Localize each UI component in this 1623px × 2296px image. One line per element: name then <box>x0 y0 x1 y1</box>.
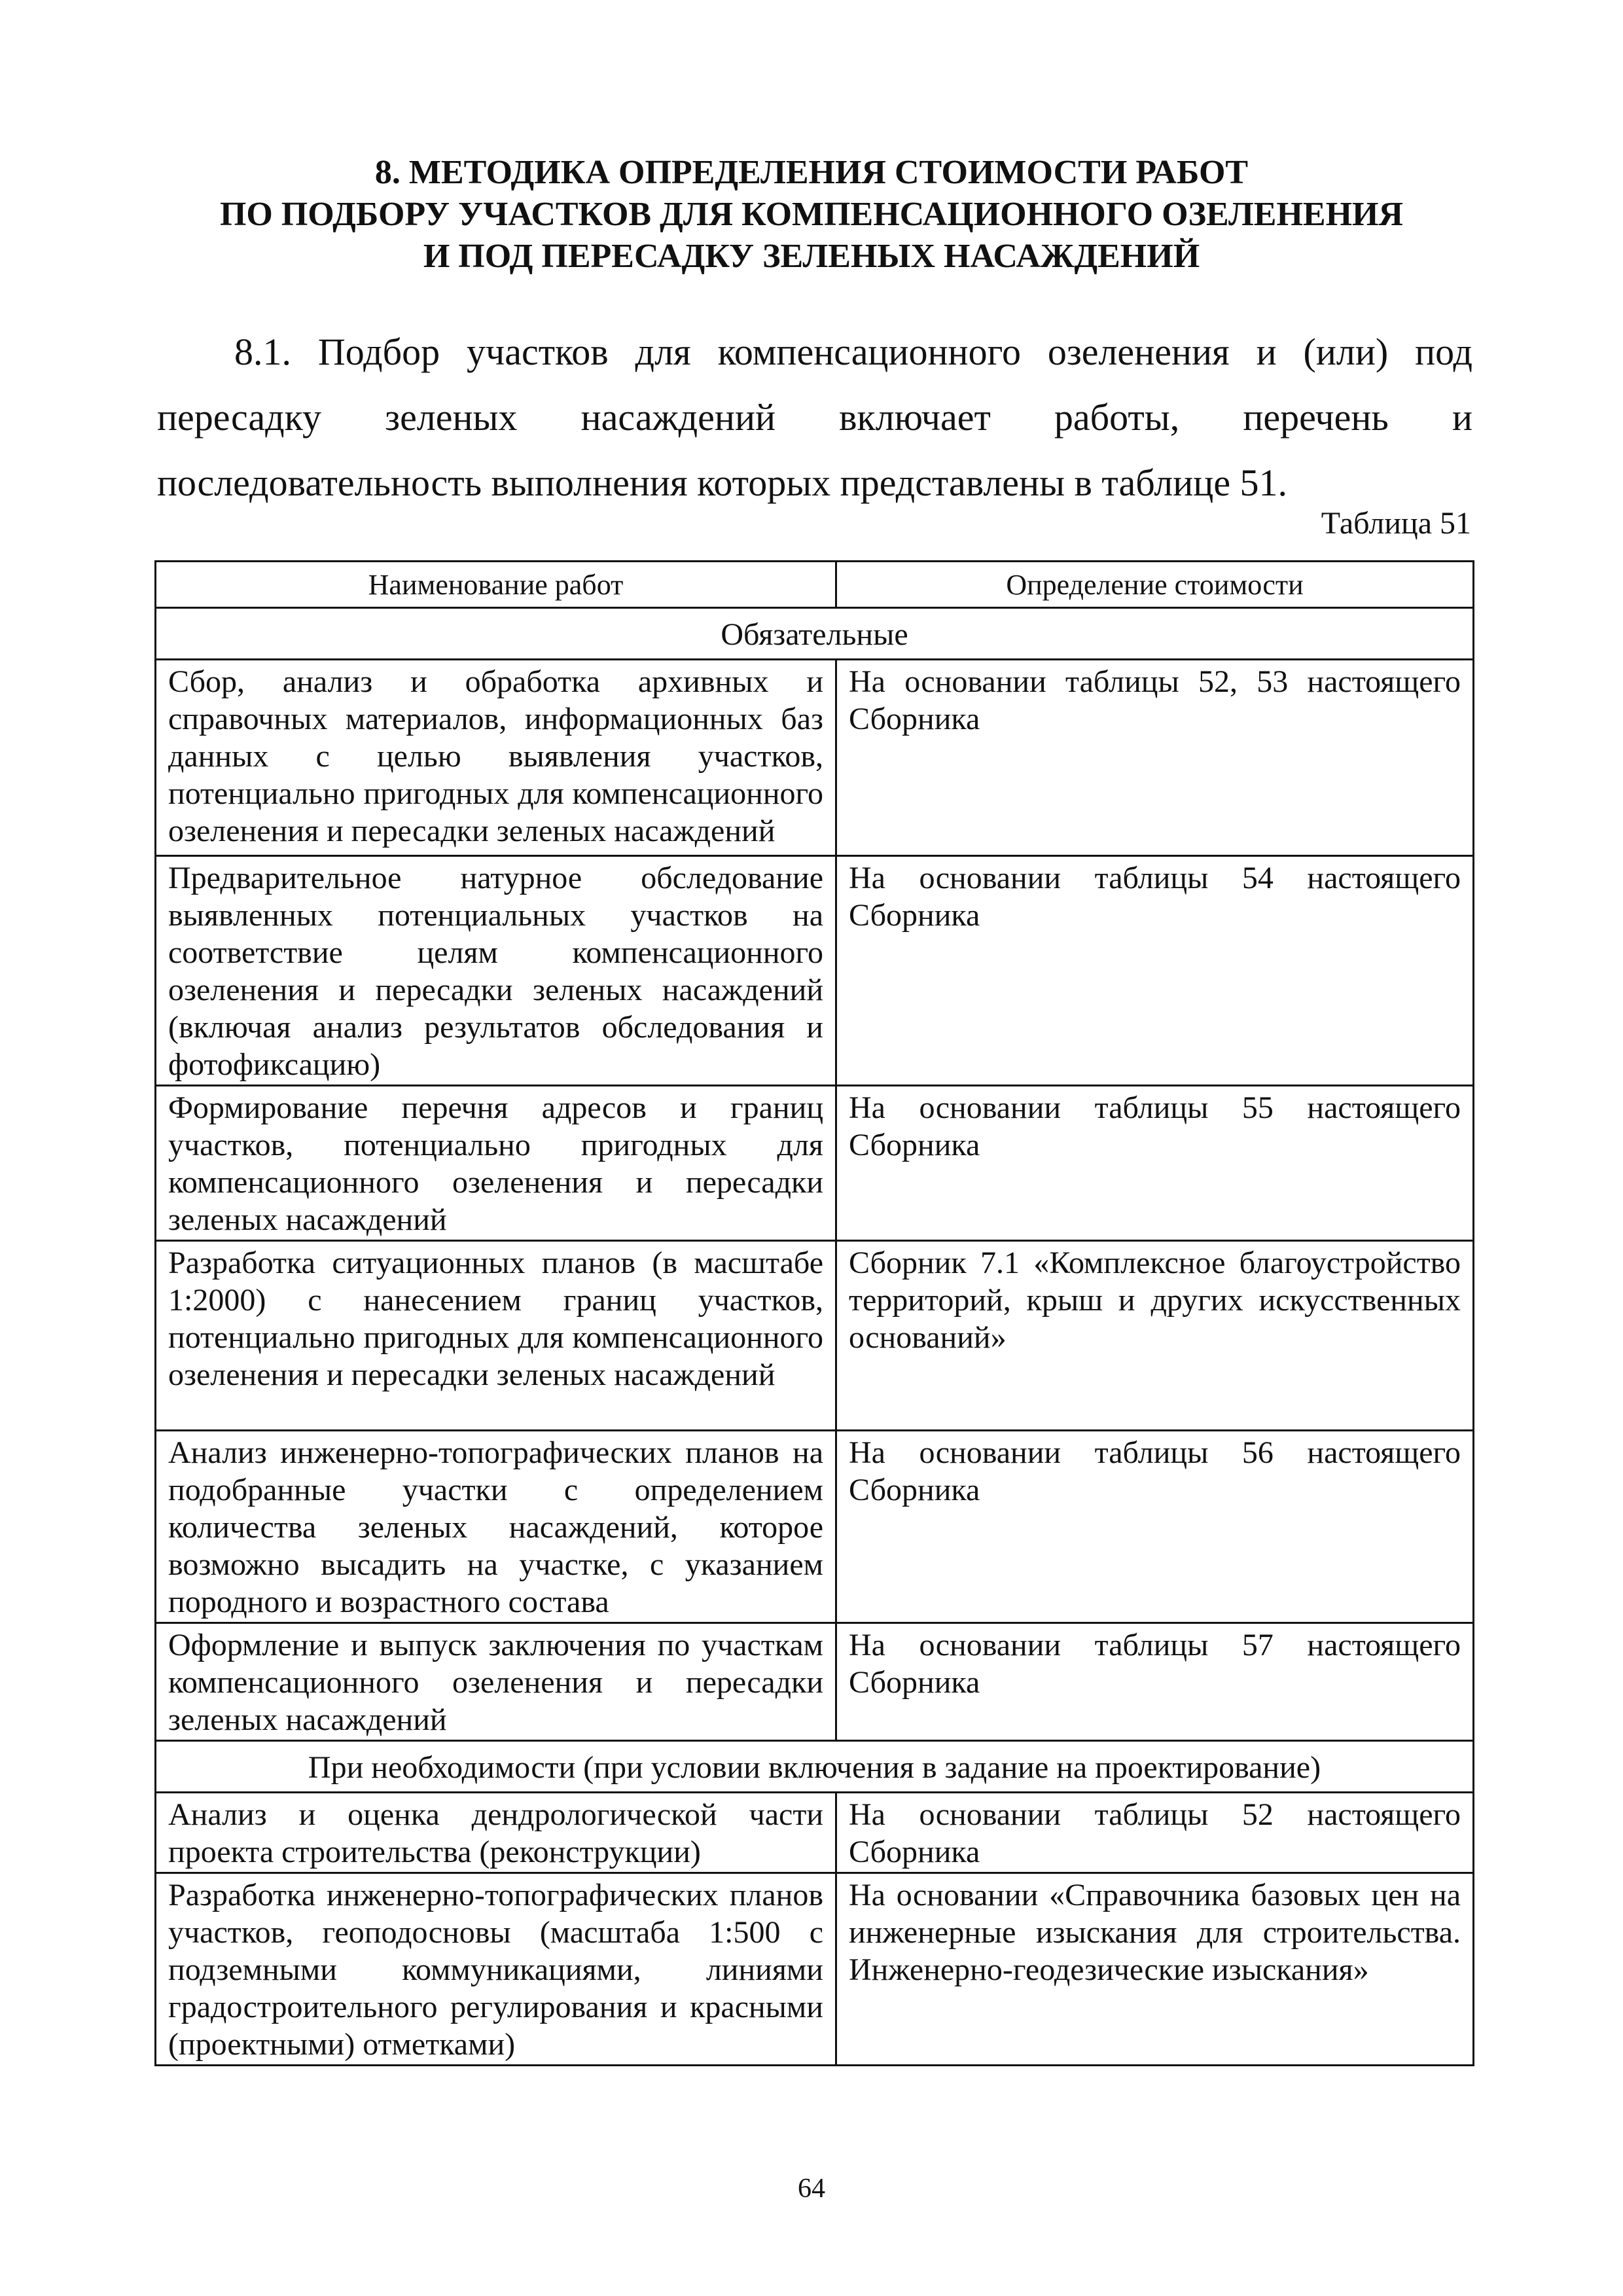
work-cell: Сбор, анализ и обработка архивных и справочных материалов, информационных баз данных с целью выявления участков, потенциально пригодных для компенсационного озеленения и пересадки зеленых насаждений <box>156 660 836 856</box>
heading-line-1: 8. МЕТОДИКА ОПРЕДЕЛЕНИЯ СТОИМОСТИ РАБОТ <box>374 154 1249 191</box>
section-required: Обязательные <box>156 608 1474 660</box>
section-row-optional <box>156 1741 1474 1793</box>
cost-cell: На основании таблицы 52, 53 настоящего Сборника <box>836 660 1474 856</box>
cost-cell: На основании таблицы 54 настоящего Сборника <box>836 856 1474 1086</box>
table-row <box>156 856 1474 1086</box>
page-number: 64 <box>798 2174 825 2204</box>
table-row <box>156 660 1474 856</box>
header-cost: Определение стоимости <box>836 562 1474 608</box>
section-optional: При необходимости (при условии включения в задание на проектирование) <box>156 1741 1474 1793</box>
table-row <box>156 1431 1474 1623</box>
table-row <box>156 1241 1474 1431</box>
works-table <box>154 560 1474 2066</box>
heading-line-2: ПО ПОДБОРУ УЧАСТКОВ ДЛЯ КОМПЕНСАЦИОННОГО ОЗЕЛЕНЕНИЯ <box>219 196 1404 233</box>
cost-cell: На основании «Справочника базовых цен на инженерные изыскания для строительства. Инженерно-геодезические изыскания» <box>836 1873 1474 2066</box>
cost-cell: Сборник 7.1 «Комплексное благоустройство территорий, крыш и других искусственных оснований» <box>836 1241 1474 1431</box>
cost-cell: На основании таблицы 57 настоящего Сборника <box>836 1623 1474 1741</box>
heading-line-3: И ПОД ПЕРЕСАДКУ ЗЕЛЕНЫХ НАСАЖДЕНИЙ <box>423 238 1200 275</box>
table-row <box>156 1086 1474 1241</box>
section-row-required <box>156 608 1474 660</box>
work-cell: Анализ и оценка дендрологической части проекта строительства (реконструкции) <box>156 1793 836 1873</box>
cost-cell: На основании таблицы 56 настоящего Сборника <box>836 1431 1474 1623</box>
table-row <box>156 1623 1474 1741</box>
cost-cell: На основании таблицы 55 настоящего Сборника <box>836 1086 1474 1241</box>
table-header-row <box>156 562 1474 608</box>
work-cell: Анализ инженерно-топографических планов на подобранные участки с определением количества зеленых насаждений, которое возможно высадить на участке, с указанием породного и возрастного состава <box>156 1431 836 1623</box>
cost-cell: На основании таблицы 52 настоящего Сборника <box>836 1793 1474 1873</box>
work-cell: Разработка инженерно-топографических планов участков, геоподосновы (масштаба 1:500 с подземными коммуникациями, линиями градостроительного регулирования и красными (проектными) отметками) <box>156 1873 836 2066</box>
table-row <box>156 1873 1474 2066</box>
intro-paragraph: 8.1. Подбор участков для компенсационного озеленения и (или) под пересадку зеленых насаждений включает работы, перечень и последовательность выполнения которых представлены в таблице 51. <box>157 331 1472 504</box>
work-cell: Оформление и выпуск заключения по участкам компенсационного озеленения и пересадки зеленых насаждений <box>156 1623 836 1741</box>
work-cell: Разработка ситуационных планов (в масштабе 1:2000) с нанесением границ участков, потенциально пригодных для компенсационного озеленения и пересадки зеленых насаждений <box>156 1241 836 1431</box>
table-caption: Таблица 51 <box>1321 506 1471 541</box>
work-cell: Формирование перечня адресов и границ участков, потенциально пригодных для компенсационного озеленения и пересадки зеленых насаждений <box>156 1086 836 1241</box>
work-cell: Предварительное натурное обследование выявленных потенциальных участков на соответствие целям компенсационного озеленения и пересадки зеленых насаждений (включая анализ результатов обследования и фотофиксацию) <box>156 856 836 1086</box>
section-heading <box>0 152 1623 278</box>
header-work: Наименование работ <box>156 562 836 608</box>
table-row <box>156 1793 1474 1873</box>
